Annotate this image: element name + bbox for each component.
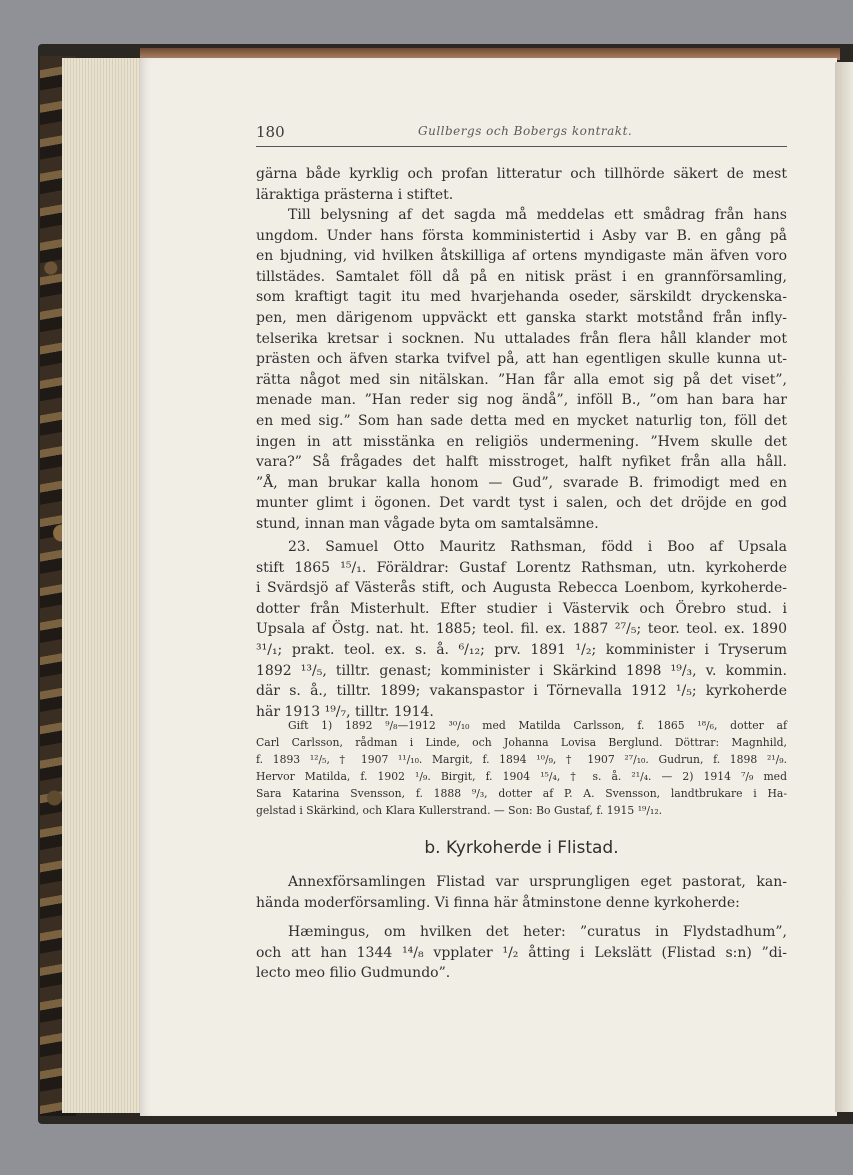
- facing-page-edge: [835, 62, 853, 1112]
- section-title: b. Kyrkoherde i Flistad.: [424, 838, 619, 858]
- paragraph-6: [256, 922, 787, 984]
- text-line: f. 1893 ¹²/₅, † 1907 ¹¹/₁₀. Margit, f. 1894 ¹⁰/₉, † 1907 ²⁷/₁₀. Gudrun, f. 1898 ²¹/₉.: [256, 753, 787, 767]
- page-stack: [62, 58, 142, 1113]
- text-line: lecto meo filio Gudmundo”.: [256, 965, 451, 982]
- text-line: 23. Samuel Otto Mauritz Rathsman, född i Boo af Upsala: [288, 539, 787, 555]
- text-line: Sara Katarina Svensson, f. 1888 ⁹/₃, dotter af P. A. Svensson, landtbrukare i Ha-: [256, 787, 787, 801]
- text-line: hända moderförsamling. Vi finna här åtminstone denne kyrkoherde:: [256, 894, 740, 911]
- text-line: i Svärdsjö af Västerås stift, och Augusta Rebecca Loenbom, kyrkoherde-: [256, 580, 787, 597]
- text-line: Till belysning af det sagda må meddelas ett smådrag från hans: [288, 207, 787, 223]
- text-line: telserika kretsar i socknen. Nu uttalades från flera håll klander mot: [256, 330, 787, 347]
- header-rule: [256, 146, 787, 147]
- text-line: en med sig.” Som han sade detta med en mycket naturlig ton, föll det: [256, 412, 787, 429]
- text-line: prästen och äfven starka tvifvel på, att han egentligen skulle kunna ut-: [256, 351, 787, 368]
- text-line: ungdom. Under hans första komministertid i Asby var B. en gång på: [256, 227, 787, 244]
- text-line: Gift 1) 1892 ⁹/₈—1912 ³⁰/₁₀ med Matilda Carlsson, f. 1865 ¹⁸/₆, dotter af: [288, 719, 787, 732]
- text-line: stund, innan man vågade byta om samtalsämne.: [256, 515, 599, 532]
- page-number: 180: [256, 123, 285, 141]
- text-line: gärna både kyrklig och profan litteratur och tillhörde säkert de mest: [256, 166, 787, 182]
- text-line: ingen in att misstänka en religiös undermening. ”Hvem skulle det: [256, 433, 787, 450]
- text-line: här 1913 ¹⁹/₇, tilltr. 1914.: [256, 703, 434, 720]
- text-line: pen, men därigenom uppväckt ett ganska starkt motstånd från infly-: [256, 309, 787, 326]
- text-line: stift 1865 ¹⁵/₁. Föräldrar: Gustaf Lorentz Rathsman, utn. kyrkoherde: [256, 559, 787, 576]
- paragraph-3-biography: [256, 537, 787, 722]
- text-line: Upsala af Östg. nat. ht. 1885; teol. fil. ex. 1887 ²⁷/₅; teor. teol. ex. 1890: [256, 621, 787, 638]
- running-title: Gullbergs och Bobergs kontrakt.: [418, 124, 633, 138]
- paragraph-4-family: [256, 717, 787, 820]
- text-line: som kraftigt tagit itu med hvarjehanda oseder, särskildt dryckenska-: [256, 289, 787, 306]
- text-line: tillstädes. Samtalet föll då på en nitisk präst i en grannförsamling,: [256, 268, 787, 285]
- text-line: munter glimt i ögonen. Det vardt tyst i salen, och det dröjde en god: [256, 495, 787, 512]
- text-line: Hervor Matilda, f. 1902 ¹/₉. Birgit, f. 1904 ¹⁵/₄, † s. å. ²¹/₄. — 2) 1914 ⁷/₉ med: [256, 770, 787, 784]
- text-line: gelstad i Skärkind, och Klara Kullerstrand. — Son: Bo Gustaf, f. 1915 ¹⁹/₁₂.: [256, 804, 663, 818]
- text-line: vara?” Så frågades det halft misstroget, halft nyfiket från alla håll.: [256, 454, 787, 471]
- paragraph-2: [256, 205, 787, 535]
- text-line: läraktiga prästerna i stiftet.: [256, 186, 454, 203]
- text-line: och att han 1344 ¹⁴/₈ vpplater ¹/₂ åtting i Lekslätt (Flistad s:n) ”di-: [256, 944, 787, 961]
- text-line: Carl Carlsson, rådman i Linde, och Johanna Lovisa Berglund. Döttrar: Magnhild,: [256, 736, 787, 750]
- text-line: menade man. ”Han reder sig nog ändå”, inföll B., ”om han bara har: [256, 392, 787, 409]
- paragraph-1: [256, 164, 787, 205]
- text-line: en bjudning, vid hvilken åtskilliga af ortens myndigaste män äfven voro: [256, 248, 787, 265]
- paragraph-5: [256, 872, 787, 913]
- text-line: ”Å, man brukar kalla honom — Gud”, svarade B. frimodigt med en: [256, 474, 787, 491]
- text-line: Annexförsamlingen Flistad var ursprungligen eget pastorat, kan-: [288, 874, 787, 890]
- text-line: rätta något med sin nitälskan. ”Han får alla emot sig på det viset”,: [256, 371, 787, 388]
- text-line: Hæmingus, om hvilken det heter: ”curatus in Flydstadhum”,: [288, 924, 787, 940]
- text-line: ³¹/₁; prakt. teol. ex. s. å. ⁶/₁₂; prv. 1891 ¹/₂; komminister i Tryserum: [256, 641, 787, 658]
- text-line: där s. å., tilltr. 1899; vakanspastor i Törnevalla 1912 ¹/₅; kyrkoherde: [256, 683, 787, 700]
- text-line: dotter från Misterhult. Efter studier i Västervik och Örebro stud. i: [256, 600, 787, 617]
- text-line: 1892 ¹³/₅, tilltr. genast; komminister i Skärkind 1898 ¹⁹/₃, v. kommin.: [256, 662, 787, 679]
